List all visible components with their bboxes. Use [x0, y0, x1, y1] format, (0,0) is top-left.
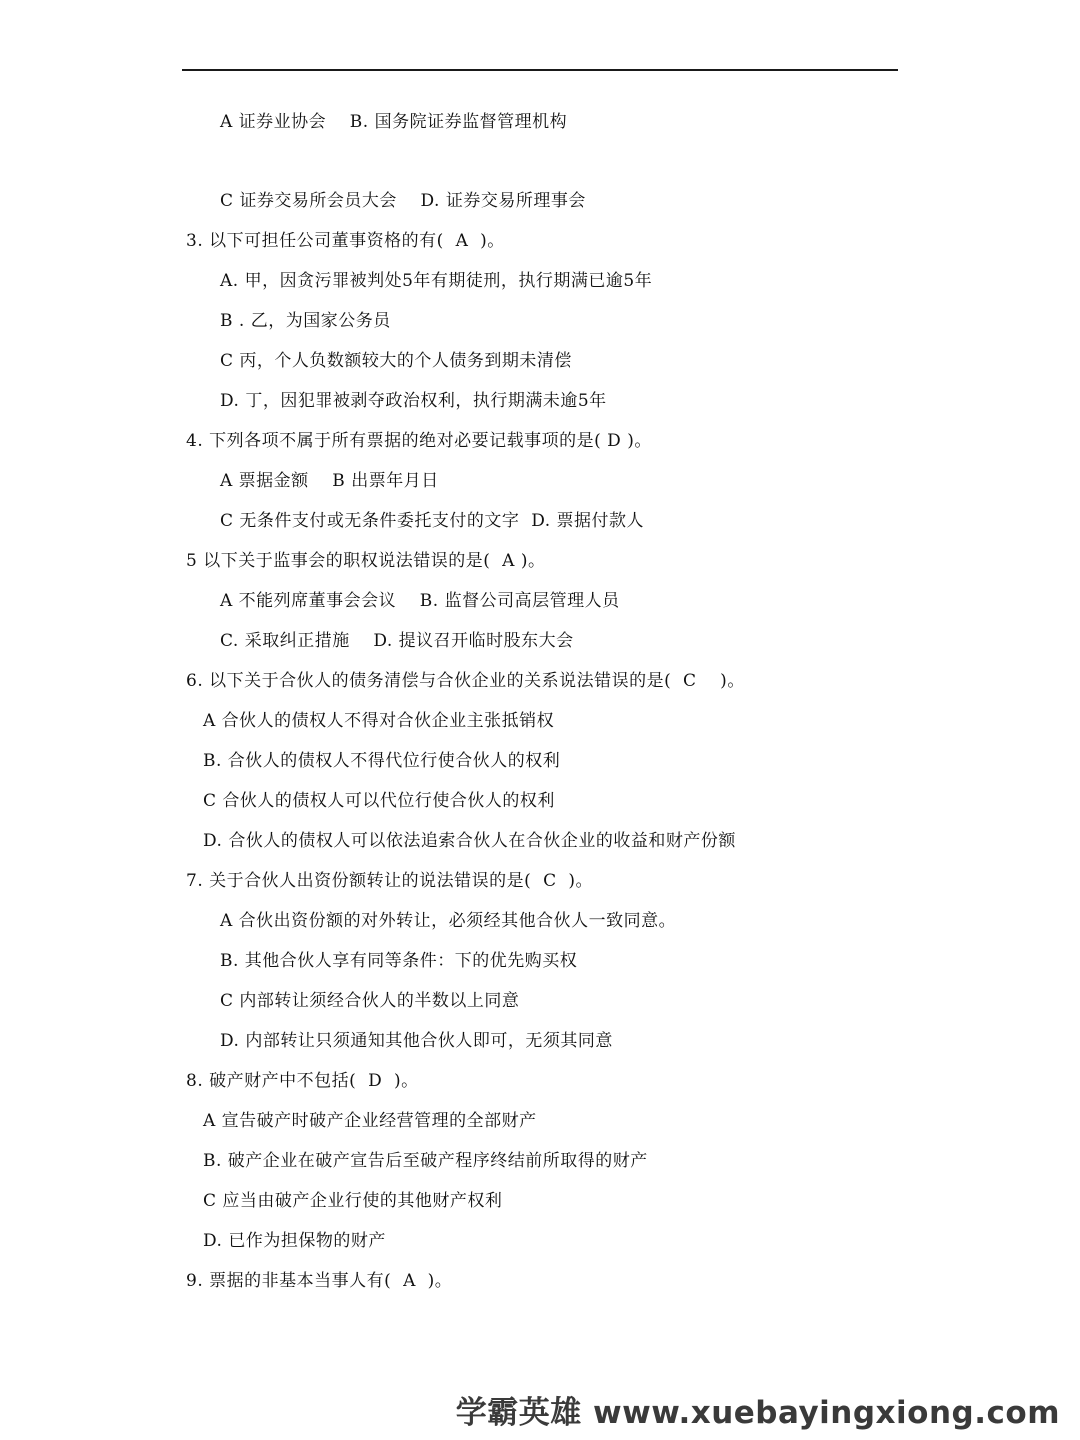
question-line: 8. 破产财产中不包括( D )。	[186, 1071, 419, 1091]
option-line: C. 采取纠正措施 D. 提议召开临时股东大会	[220, 631, 574, 651]
option-line: A 合伙人的债权人不得对合伙企业主张抵销权	[203, 711, 555, 731]
option-line: C 证券交易所会员大会 D. 证券交易所理事会	[220, 191, 586, 211]
question-line: 4. 下列各项不属于所有票据的绝对必要记载事项的是( D )。	[186, 431, 652, 451]
site-watermark: 学霸英雄 www.xuebayingxiong.com	[455, 1395, 1060, 1431]
option-line: B. 其他合伙人享有同等条件：下的优先购买权	[220, 951, 578, 971]
option-line: A 票据金额 B 出票年月日	[220, 471, 439, 491]
option-line: B . 乙，为国家公务员	[220, 311, 391, 331]
question-line: 6. 以下关于合伙人的债务清偿与合伙企业的关系说法错误的是( C )。	[186, 671, 745, 691]
option-line: D. 已作为担保物的财产	[203, 1231, 386, 1251]
option-line: C 无条件支付或无条件委托支付的文字 D. 票据付款人	[220, 511, 645, 531]
question-line: 5 以下关于监事会的职权说法错误的是( A )。	[186, 551, 546, 571]
option-line: D. 内部转让只须通知其他合伙人即可，无须其同意	[220, 1031, 613, 1051]
option-line: A 证券业协会 B. 国务院证券监督管理机构	[220, 112, 568, 132]
option-line: D. 合伙人的债权人可以依法追索合伙人在合伙企业的收益和财产份额	[203, 831, 736, 851]
option-line: A 不能列席董事会会议 B. 监督公司高层管理人员	[220, 591, 620, 611]
option-line: A. 甲，因贪污罪被判处5年有期徒刑，执行期满已逾5年	[220, 271, 653, 291]
question-line: 7. 关于合伙人出资份额转让的说法错误的是( C )。	[186, 871, 594, 891]
header-rule	[182, 69, 898, 71]
option-line: B. 破产企业在破产宣告后至破产程序终结前所取得的财产	[203, 1151, 648, 1171]
option-line: D. 丁，因犯罪被剥夺政治权利，执行期满未逾5年	[220, 391, 607, 411]
option-line: C 丙，个人负数额较大的个人债务到期未清偿	[220, 351, 572, 371]
option-line: A 宣告破产时破产企业经营管理的全部财产	[203, 1111, 537, 1131]
option-line: A 合伙出资份额的对外转让，必须经其他合伙人一致同意。	[220, 911, 677, 931]
option-line: C 内部转让须经合伙人的半数以上同意	[220, 991, 520, 1011]
question-line: 3. 以下可担任公司董事资格的有( A )。	[186, 231, 505, 251]
question-line: 9. 票据的非基本当事人有( A )。	[186, 1271, 453, 1291]
option-line: B. 合伙人的债权人不得代位行使合伙人的权利	[203, 751, 561, 771]
option-line: C 应当由破产企业行使的其他财产权利	[203, 1191, 503, 1211]
option-line: C 合伙人的债权人可以代位行使合伙人的权利	[203, 791, 555, 811]
